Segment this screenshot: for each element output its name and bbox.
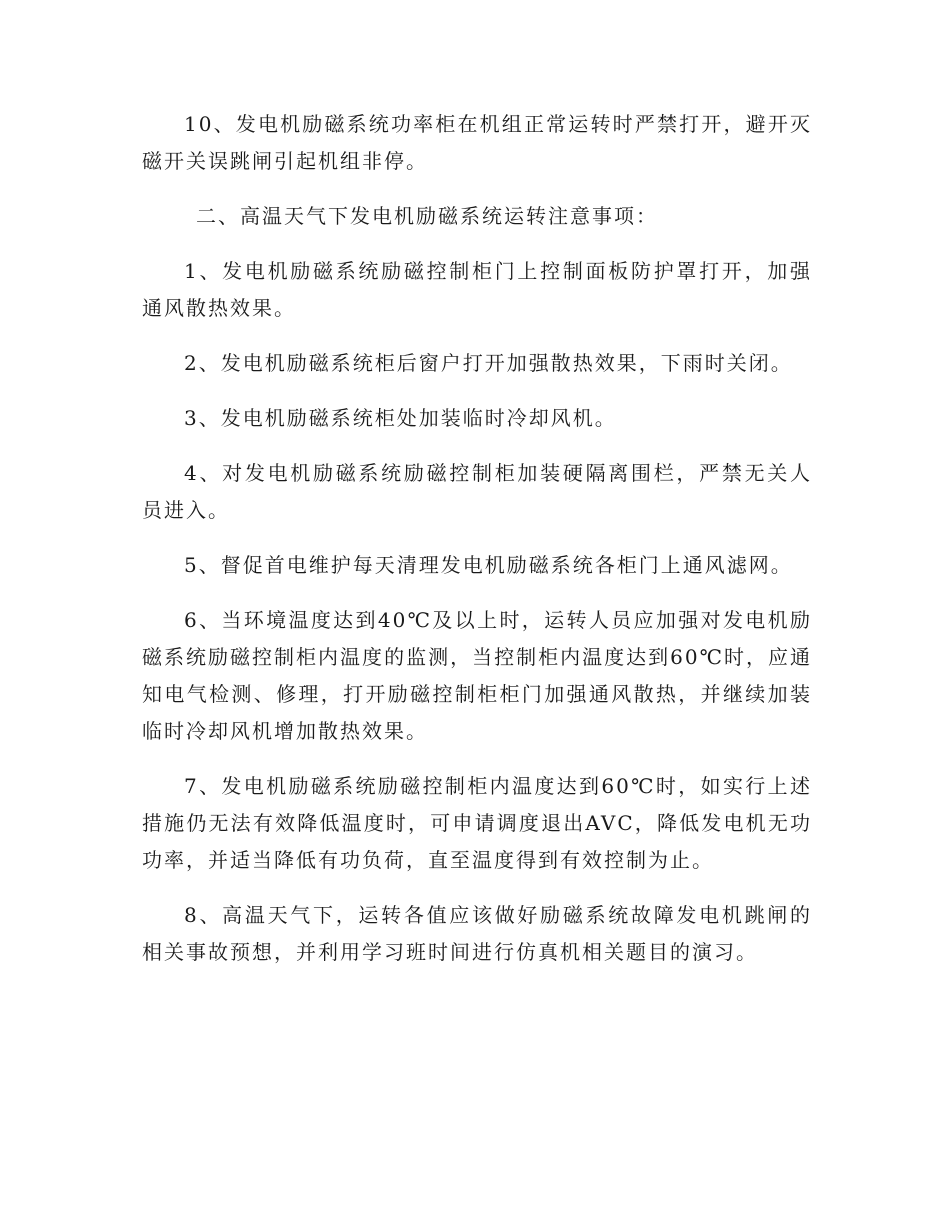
paragraph-item-3: 3、发电机励磁系统柜处加装临时冷却风机。 <box>184 406 617 430</box>
paragraph-item-8: 8、高温天气下，运转各值应该做好励磁系统故障发电机跳闸的相关事故预想，并利用学习班时间进行仿真机相关题目的演习。 <box>142 903 812 964</box>
paragraph-item-4: 4、对发电机励磁系统励磁控制柜加装硬隔离围栏，严禁无关人员进入。 <box>142 461 812 522</box>
paragraph-item-10: 10、发电机励磁系统功率柜在机组正常运转时严禁打开，避开灭磁开关误跳闸引起机组非停。 <box>142 112 812 173</box>
paragraph-item-6: 6、当环境温度达到40℃及以上时，运转人员应加强对发电机励磁系统励磁控制柜内温度的监测，当控制柜内温度达到60℃时，应通知电气检测、修理，打开励磁控制柜柜门加强通风散热，并继续加装临时冷却风机增加散热效果。 <box>142 608 812 743</box>
paragraph-item-1: 1、发电机励磁系统励磁控制柜门上控制面板防护罩打开，加强通风散热效果。 <box>142 259 812 320</box>
section-heading: 二、高温天气下发电机励磁系统运转注意事项： <box>196 204 658 228</box>
paragraph-item-5: 5、督促首电维护每天清理发电机励磁系统各柜门上通风滤网。 <box>184 553 793 577</box>
paragraph-item-2: 2、发电机励磁系统柜后窗户打开加强散热效果，下雨时关闭。 <box>184 351 793 375</box>
paragraph-item-7: 7、发电机励磁系统励磁控制柜内温度达到60℃时，如实行上述措施仍无法有效降低温度时，可申请调度退出AVC，降低发电机无功功率，并适当降低有功负荷，直至温度得到有效控制为止。 <box>142 774 812 872</box>
document-body <box>142 106 812 989</box>
